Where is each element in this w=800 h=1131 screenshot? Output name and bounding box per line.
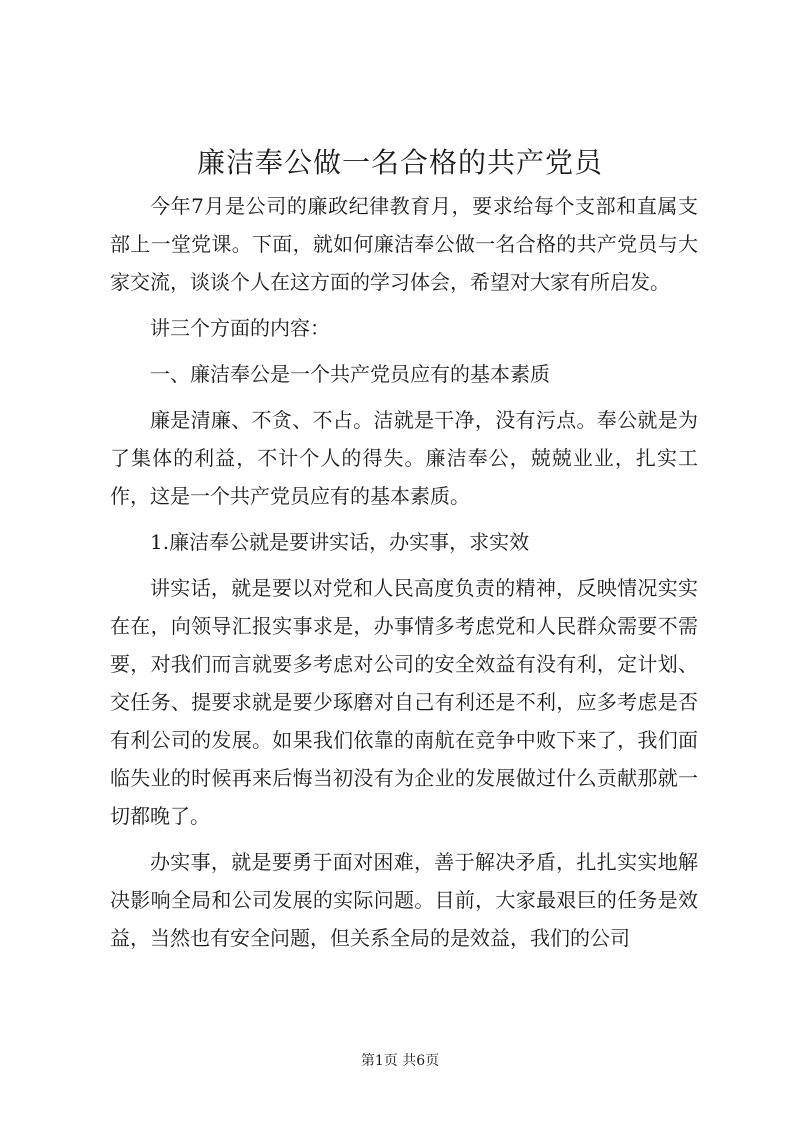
paragraph-outline: 讲三个方面的内容：	[150, 316, 330, 340]
subsection-heading-1: 1.廉洁奉公就是要讲实话，办实事，求实效	[150, 530, 530, 554]
page-number-footer: 第1页 共6页	[360, 1053, 440, 1069]
paragraph-definition: 廉是清廉、不贪、不占。洁就是干净，没有污点。奉公就是为了集体的利益，不计个人的得失。廉洁奉公，兢兢业业，扎实工作，这是一个共产党员应有的基本素质。	[110, 408, 698, 508]
paragraph-intro: 今年7月是公司的廉政纪律教育月，要求给每个支部和直属支部上一堂党课。下面，就如何廉洁奉公做一名合格的共产党员与大家交流，谈谈个人在这方面的学习体会，希望对大家有所启发。	[110, 194, 698, 294]
document-body	[110, 187, 698, 957]
section-heading-1: 一、廉洁奉公是一个共产党员应有的基本素质	[150, 362, 550, 386]
document-title: 廉洁奉公做一名合格的共产党员	[196, 146, 603, 179]
paragraph-speak-truth: 讲实话，就是要以对党和人民高度负责的精神，反映情况实实在在，向领导汇报实事求是，办事情多考虑党和人民群众需要不需要，对我们而言就要多考虑对公司的安全效益有没有利，定计划、交任务、提要求就是要少琢磨对自己有利还是不利，应多考虑是否有利公司的发展。如果我们依靠的南航在竞争中败下来了，我们面临失业的时候再来后悔当初没有为企业的发展做过什么贡献那就一切都晚了。	[110, 576, 698, 828]
paragraph-do-practical: 办实事，就是要勇于面对困难，善于解决矛盾，扎扎实实地解决影响全局和公司发展的实际问题。目前，大家最艰巨的任务是效益，当然也有安全问题，但关系全局的是效益，我们的公司	[110, 850, 698, 950]
